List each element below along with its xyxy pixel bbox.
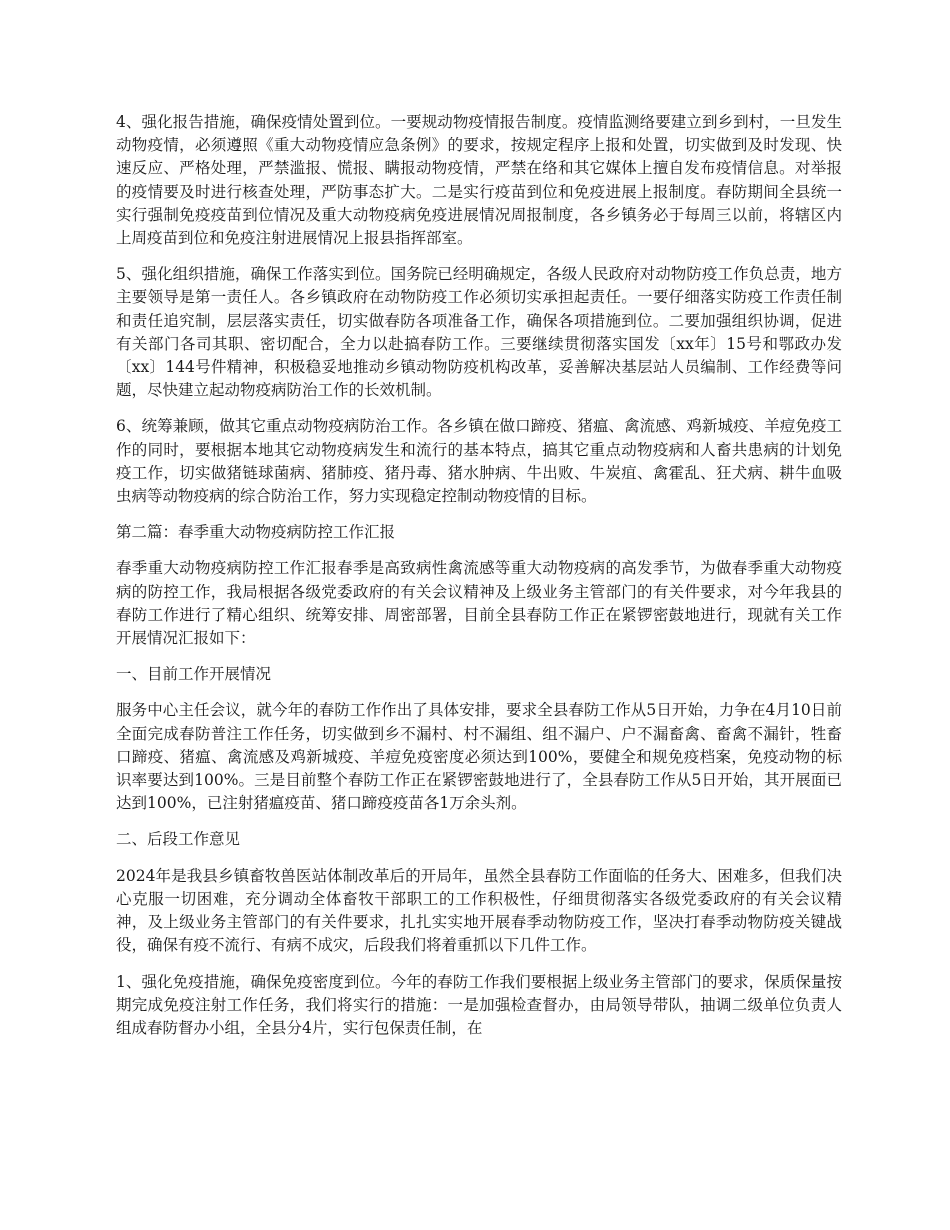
paragraph-immunization-measures: 1、强化免疫措施，确保免疫密度到位。今年的春防工作我们要根据上级业务主管部门的要求，保质保量按期完成免疫注射工作任务，我们将实行的措施：一是加强检查督办，由局领导带队，抽调二级单位负责人组成春防督办小组，全县分4片，实行包保责任制，在 [116, 972, 842, 1037]
subheading-next-steps: 二、后段工作意见 [116, 830, 241, 849]
paragraph-report-intro: 春季重大动物疫病防控工作汇报春季是高致病性禽流感等重大动物疫病的高发季节，为做春季重大动物疫病的防控工作，我局根据各级党委政府的有关会议精神及上级业务主管部门的有关件要求，对今年我县的春防工作进行了精心组织、统筹安排、周密部署，目前全县春防工作正在紧锣密鼓地进行，现就有关工作开展情况汇报如下： [116, 559, 842, 648]
paragraph-next-steps: 2024年是我县乡镇畜牧兽医站体制改革后的开局年，虽然全县春防工作面临的任务大、困难多，但我们决心克服一切困难，充分调动全体畜牧干部职工的工作积极性，仔细贯彻落实各级党委政府的有关会议精神，及上级业务主管部门的有关件要求，扎扎实实地开展春季动物防疫工作，坚决打春季动物防疫关键战役，确保有疫不流行、有病不成灾，后段我们将着重抓以下几件工作。 [116, 866, 842, 955]
section-heading-part-two: 第二篇：春季重大动物疫病防控工作汇报 [116, 523, 396, 542]
subheading-current-progress: 一、目前工作开展情况 [116, 665, 272, 684]
paragraph-other-diseases: 6、统筹兼顾，做其它重点动物疫病防治工作。各乡镇在做口蹄疫、猪瘟、禽流感、鸡新城疫、羊痘免疫工作的同时，要根据本地其它动物疫病发生和流行的基本特点，搞其它重点动物疫病和人畜共患病的计划免疫工作，切实做猪链球菌病、猪肺疫、猪丹毒、猪水肿病、牛出败、牛炭疽、禽霍乱、狂犬病、耕牛血吸虫病等动物疫病的综合防治工作，努力实现稳定控制动物疫情的目标。 [116, 417, 842, 506]
document-body [116, 111, 842, 1040]
paragraph-organizational-measures: 5、强化组织措施，确保工作落实到位。国务院已经明确规定，各级人民政府对动物防疫工作负总责，地方主要领导是第一责任人。各乡镇政府在动物防疫工作必须切实承担起责任。一要仔细落实防疫工作责任制和责任追究制，层层落实责任，切实做春防各项准备工作，确保各项措施到位。二要加强组织协调，促进有关部门各司其职、密切配合，全力以赴搞春防工作。三要继续贯彻落实国发〔xx年〕15号和鄂政办发〔xx〕144号件精神，积极稳妥地推动乡镇动物防疫机构改革，妥善解决基层站人员编制、工作经费等问题，尽快建立起动物疫病防治工作的长效机制。 [116, 265, 842, 400]
paragraph-current-progress: 服务中心主任会议，就今年的春防工作作出了具体安排，要求全县春防工作从5日开始，力争在4月10日前全面完成春防普注工作任务，切实做到乡不漏村、村不漏组、组不漏户、户不漏畜禽、畜禽不漏针，牲畜口蹄疫、猪瘟、禽流感及鸡新城疫、羊痘免疫密度必须达到100%，要健全和规免疫档案，免疫动物的标识率要达到100%。三是目前整个春防工作正在紧锣密鼓地进行了，全县春防工作从5日开始，其开展面已达到100%，已注射猪瘟疫苗、猪口蹄疫疫苗各1万余头剂。 [116, 701, 842, 813]
paragraph-reporting-measures: 4、强化报告措施，确保疫情处置到位。一要规动物疫情报告制度。疫情监测络要建立到乡到村，一旦发生动物疫情，必须遵照《重大动物疫情应急条例》的要求，按规定程序上报和处置，切实做到及时发现、快速反应、严格处理，严禁滥报、慌报、瞒报动物疫情，严禁在络和其它媒体上擅自发布疫情信息。对举报的疫情要及时进行核查处理，严防事态扩大。二是实行疫苗到位和免疫进展上报制度。春防期间全县统一实行强制免疫疫苗到位情况及重大动物疫病免疫进展情况周报制度，各乡镇务必于每周三以前，将辖区内上周疫苗到位和免疫注射进展情况上报县指挥部室。 [116, 113, 842, 248]
